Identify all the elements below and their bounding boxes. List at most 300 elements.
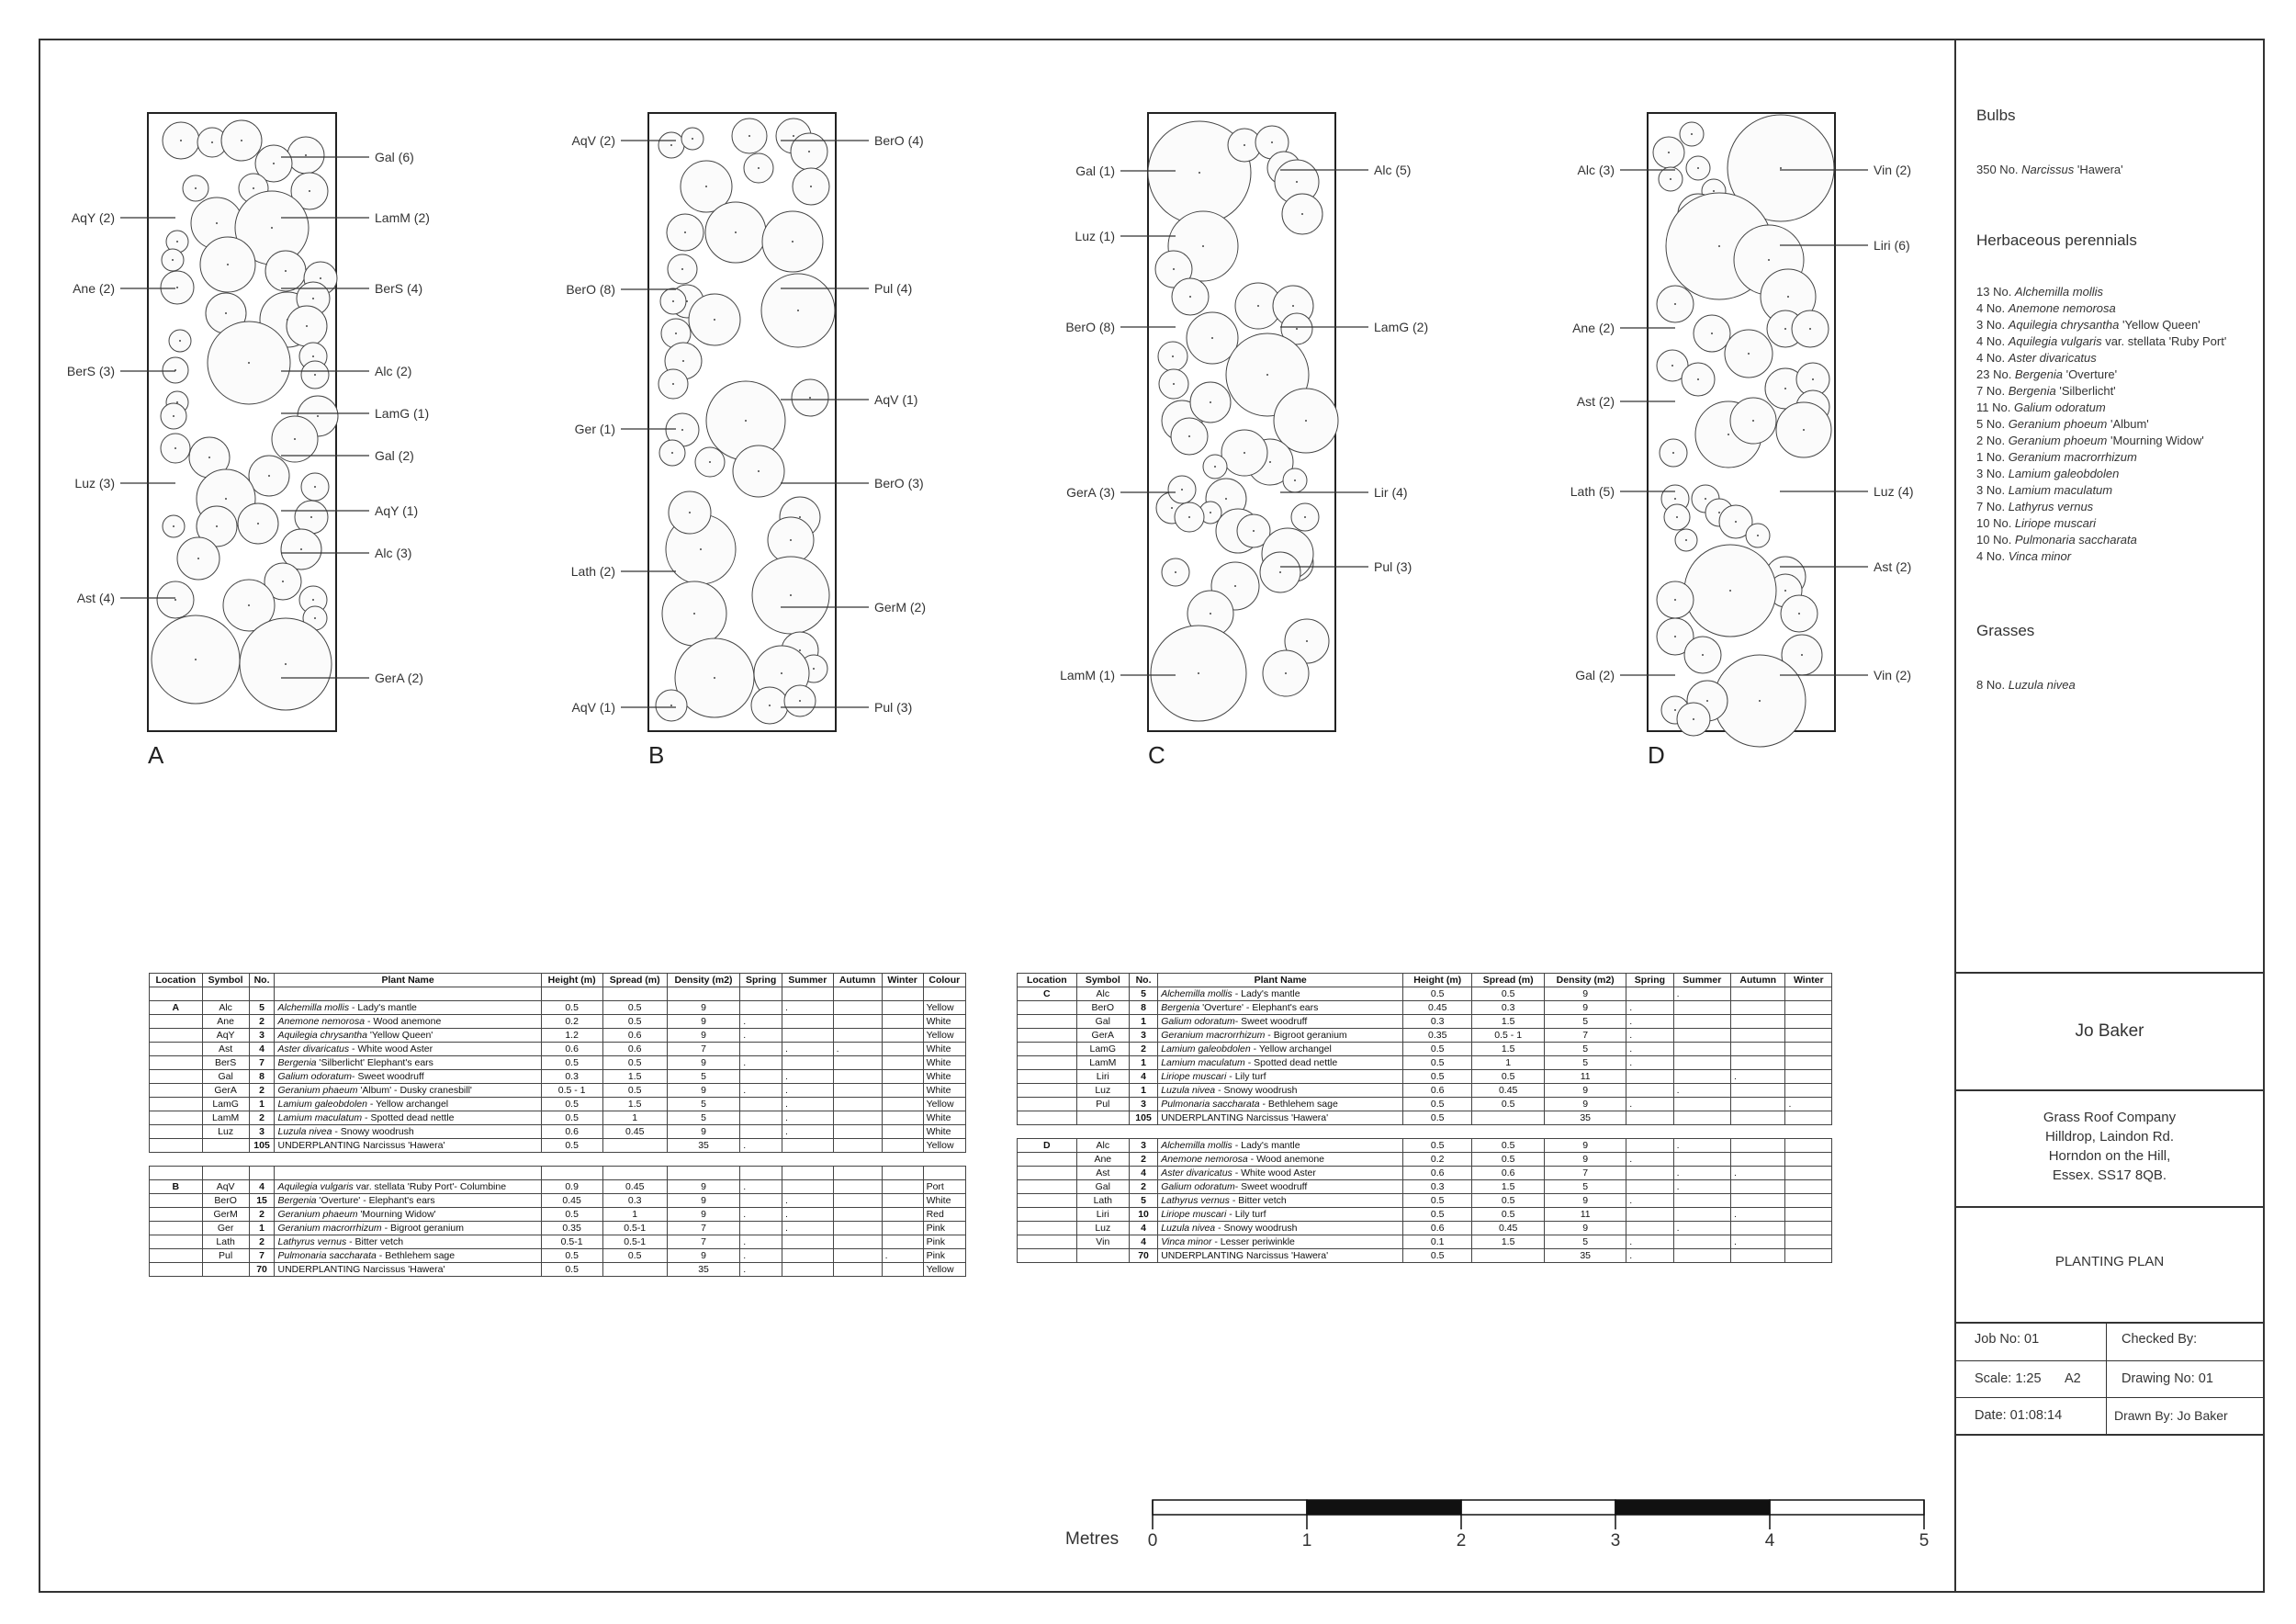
plant-centre-dot: [1292, 305, 1294, 307]
planting-list-item: 2 No. Geranium phoeum 'Mourning Widow': [1976, 434, 2204, 447]
density-cell: 35: [667, 1139, 740, 1153]
botanical-name: Geranium phoeum: [2008, 434, 2108, 447]
symbol-cell: LamG: [202, 1098, 249, 1111]
botanical-name: Lamium maculatum: [2008, 483, 2113, 497]
botanical-name: Narcissus: [2021, 163, 2075, 176]
column-header: Spring: [1626, 974, 1673, 987]
colour-cell: Red: [923, 1208, 965, 1222]
height-cell: 0.3: [1403, 1015, 1472, 1029]
plant-centre-dot: [1787, 296, 1789, 298]
location-cell: [1018, 1029, 1077, 1043]
density-cell: 9: [667, 1208, 740, 1222]
table-cell: [1673, 1125, 1730, 1139]
symbol-cell: LamM: [202, 1111, 249, 1125]
column-header: Plant Name: [275, 974, 541, 987]
symbol-cell: Gal: [1076, 1015, 1129, 1029]
table-cell: [782, 1167, 834, 1180]
winter-cell: [1785, 1070, 1832, 1084]
plant-centre-dot: [248, 362, 250, 364]
table-cell: [667, 987, 740, 1001]
plant-centre-dot: [1705, 498, 1706, 500]
height-cell: 0.2: [541, 1015, 602, 1029]
table-cell: [833, 1167, 882, 1180]
density-cell: 9: [1545, 1194, 1626, 1208]
location-cell: [1018, 1070, 1077, 1084]
quantity-cell: 4: [249, 1180, 275, 1194]
plant-schedule-ab: [149, 973, 966, 1277]
winter-cell: [882, 1194, 923, 1208]
plant-name-cell: Lamium galeobdolen - Yellow archangel: [275, 1098, 541, 1111]
plant-centre-dot: [670, 144, 672, 146]
location-cell: [1018, 1222, 1077, 1235]
spring-cell: [740, 1098, 782, 1111]
plant-label: GerA (3): [1066, 485, 1115, 500]
title-block-divider: [1954, 1206, 2265, 1208]
table-row: [1018, 1180, 1832, 1194]
winter-cell: .: [1785, 1098, 1832, 1111]
winter-cell: [882, 1056, 923, 1070]
table-row: [150, 1084, 966, 1098]
plant-centre-dot: [1803, 429, 1805, 431]
plant-centre-dot: [1269, 461, 1271, 463]
plant-centre-dot: [809, 397, 811, 399]
bulbs-heading: Bulbs: [1976, 107, 2016, 124]
title-block-divider: [1954, 1322, 2265, 1324]
plant-label: Pul (4): [874, 281, 913, 296]
plant-label: BerS (3): [66, 364, 115, 378]
botanical-name: Aquilegia chrysantha: [2008, 318, 2120, 332]
density-cell: 5: [667, 1070, 740, 1084]
plant-centre-dot: [253, 187, 254, 189]
plant-centre-dot: [1748, 353, 1750, 355]
spread-cell: 1.5: [602, 1098, 667, 1111]
symbol-cell: Liri: [1076, 1208, 1129, 1222]
botanical-name: Aquilegia vulgaris: [2008, 334, 2102, 348]
winter-cell: [882, 1098, 923, 1111]
botanical-name: Geranium macrorrhizum: [2008, 450, 2137, 464]
botanical-name: Bergenia: [2014, 367, 2063, 381]
symbol-cell: Pul: [1076, 1098, 1129, 1111]
spread-cell: 0.6: [602, 1043, 667, 1056]
plant-centre-dot: [1801, 654, 1803, 656]
plant-label: AqV (1): [571, 700, 615, 715]
location-cell: [1018, 1235, 1077, 1249]
plant-name-cell: Vinca minor - Lesser periwinkle: [1158, 1235, 1403, 1249]
plant-centre-dot: [176, 241, 178, 242]
location-cell: B: [150, 1180, 203, 1194]
spring-cell: .: [740, 1235, 782, 1249]
plant-centre-dot: [1674, 599, 1676, 601]
plant-label: Lath (5): [1570, 484, 1615, 499]
column-header: Spring: [740, 974, 782, 987]
plant-label: AqY (2): [71, 210, 115, 225]
autumn-cell: [1731, 987, 1785, 1001]
plant-label: Ast (4): [76, 591, 115, 605]
botanical-name: Aquilegia vulgaris: [277, 1181, 354, 1192]
density-cell: 9: [1545, 1222, 1626, 1235]
table-row: [1018, 1194, 1832, 1208]
checked-by: Checked By:: [2122, 1332, 2198, 1347]
plant-centre-dot: [1210, 401, 1211, 403]
location-cell: [1018, 1043, 1077, 1056]
autumn-cell: [833, 1056, 882, 1070]
plant-centre-dot: [684, 231, 686, 233]
spread-cell: 1.5: [1472, 1180, 1545, 1194]
plant-centre-dot: [172, 259, 174, 261]
height-cell: 0.5: [541, 1056, 602, 1070]
plant-centre-dot: [1685, 539, 1687, 541]
spring-cell: .: [1626, 1194, 1673, 1208]
density-cell: 9: [667, 1180, 740, 1194]
plant-centre-dot: [1674, 636, 1676, 637]
botanical-name: Alchemilla mollis: [1161, 1140, 1232, 1151]
spread-cell: 1: [1472, 1056, 1545, 1070]
plant-name-cell: Bergenia 'Silberlicht' Elephant's ears: [275, 1056, 541, 1070]
autumn-cell: .: [1731, 1208, 1785, 1222]
plant-centre-dot: [1752, 420, 1754, 422]
location-cell: [150, 1029, 203, 1043]
botanical-name: Vinca minor: [1161, 1236, 1212, 1247]
symbol-cell: [1076, 1249, 1129, 1263]
autumn-cell: .: [1731, 1167, 1785, 1180]
autumn-cell: [1731, 1249, 1785, 1263]
table-row: [1018, 1222, 1832, 1235]
height-cell: 0.6: [1403, 1222, 1472, 1235]
plant-label: LamM (2): [375, 210, 430, 225]
plant-name-cell: UNDERPLANTING Narcissus 'Hawera': [275, 1139, 541, 1153]
density-cell: 11: [1545, 1208, 1626, 1222]
winter-cell: [1785, 1249, 1832, 1263]
bed-letter: D: [1648, 741, 1665, 769]
spring-cell: .: [740, 1263, 782, 1277]
colour-cell: White: [923, 1043, 965, 1056]
plant-centre-dot: [1294, 479, 1296, 481]
plant-centre-dot: [1674, 303, 1676, 305]
quantity-cell: 1: [1129, 1015, 1157, 1029]
plant-centre-dot: [1718, 512, 1720, 513]
plant-centre-dot: [1718, 245, 1720, 247]
plant-label: Ast (2): [1874, 559, 1912, 574]
location-cell: [150, 1222, 203, 1235]
perennials-list: [1976, 284, 2226, 565]
plant-centre-dot: [675, 333, 677, 334]
symbol-cell: Alc: [202, 1001, 249, 1015]
plant-label: LamG (2): [1374, 320, 1429, 334]
table-row: [150, 1180, 966, 1194]
botanical-name: Alchemilla mollis: [2014, 285, 2103, 299]
plant-centre-dot: [1214, 466, 1216, 468]
density-cell: 7: [1545, 1167, 1626, 1180]
density-cell: 5: [667, 1111, 740, 1125]
table-cell: [249, 987, 275, 1001]
plant-name-cell: Bergenia 'Overture' - Elephant's ears: [1158, 1001, 1403, 1015]
plant-label: Vin (2): [1874, 163, 1911, 177]
spread-cell: 0.5: [1472, 1098, 1545, 1111]
plant-name-cell: Bergenia 'Overture' - Elephant's ears: [275, 1194, 541, 1208]
spring-cell: [1626, 1084, 1673, 1098]
botanical-name: Lamium galeobdolen: [277, 1099, 367, 1110]
symbol-cell: AqY: [202, 1029, 249, 1043]
height-cell: 0.6: [541, 1043, 602, 1056]
plant-centre-dot: [314, 374, 316, 376]
autumn-cell: [1731, 1015, 1785, 1029]
spring-cell: [740, 1125, 782, 1139]
plant-centre-dot: [1697, 378, 1699, 380]
symbol-cell: GerM: [202, 1208, 249, 1222]
density-cell: 7: [1545, 1029, 1626, 1043]
table-row: [1018, 1029, 1832, 1043]
location-cell: [1018, 1153, 1077, 1167]
plant-centre-dot: [197, 558, 199, 559]
grasses-heading: Grasses: [1976, 622, 2035, 639]
scale-bar: [1047, 1493, 1947, 1566]
density-cell: 9: [667, 1125, 740, 1139]
plant-centre-dot: [1735, 521, 1737, 523]
plant-centre-dot: [271, 227, 273, 229]
column-header: No.: [1129, 974, 1157, 987]
planting-list-item: 4 No. Aster divaricatus: [1976, 351, 2097, 365]
plant-centre-dot: [700, 548, 702, 550]
symbol-cell: Luz: [1076, 1084, 1129, 1098]
location-cell: [150, 1056, 203, 1070]
plant-centre-dot: [808, 151, 810, 152]
plant-centre-dot: [309, 190, 310, 192]
plant-centre-dot: [705, 186, 707, 187]
winter-cell: [1785, 1180, 1832, 1194]
column-header: Spread (m): [1472, 974, 1545, 987]
plant-centre-dot: [1266, 374, 1268, 376]
location-cell: [1018, 1194, 1077, 1208]
grasses-list: [1976, 677, 2076, 694]
height-cell: 0.3: [541, 1070, 602, 1084]
height-cell: 0.5: [541, 1139, 602, 1153]
bed-letter: B: [648, 741, 665, 769]
winter-cell: [1785, 1194, 1832, 1208]
plant-centre-dot: [748, 135, 750, 137]
colour-cell: Pink: [923, 1249, 965, 1263]
symbol-cell: Luz: [1076, 1222, 1129, 1235]
autumn-cell: [833, 1235, 882, 1249]
table-gap-row: [1018, 1125, 1832, 1139]
plant-centre-dot: [1171, 507, 1173, 509]
plant-centre-dot: [810, 186, 812, 187]
density-cell: 7: [667, 1043, 740, 1056]
autumn-cell: [833, 1029, 882, 1043]
plant-name-cell: Anemone nemorosa - Wood anemone: [275, 1015, 541, 1029]
quantity-cell: 3: [249, 1029, 275, 1043]
plant-centre-dot: [1181, 489, 1183, 491]
planting-list-item: 1 No. Geranium macrorrhizum: [1976, 450, 2137, 464]
table-row: [1018, 1111, 1832, 1125]
winter-cell: [882, 1029, 923, 1043]
plant-centre-dot: [735, 231, 737, 233]
autumn-cell: [833, 1084, 882, 1098]
table-cell: [740, 1153, 782, 1167]
height-cell: 0.5: [541, 1098, 602, 1111]
location-cell: [150, 1235, 203, 1249]
column-header: Spread (m): [602, 974, 667, 987]
plant-centre-dot: [1668, 152, 1670, 153]
autumn-cell: [1731, 1001, 1785, 1015]
spring-cell: .: [1626, 1015, 1673, 1029]
planting-list-item: 7 No. Lathyrus vernus: [1976, 500, 2094, 513]
table-cell: [1076, 1125, 1129, 1139]
spread-cell: [1472, 1111, 1545, 1125]
density-cell: 5: [1545, 1043, 1626, 1056]
table-cell: [202, 1167, 249, 1180]
symbol-cell: [202, 1263, 249, 1277]
drawing-date: Date: 01:08:14: [1975, 1408, 2063, 1423]
plant-centre-dot: [672, 300, 674, 302]
table-cell: [782, 1153, 834, 1167]
column-header: Autumn: [833, 974, 882, 987]
plant-centre-dot: [310, 516, 312, 518]
spring-cell: [1626, 1222, 1673, 1235]
density-cell: 5: [1545, 1015, 1626, 1029]
plant-centre-dot: [285, 270, 287, 272]
location-cell: [1018, 1098, 1077, 1111]
plant-centre-dot: [1173, 268, 1175, 270]
symbol-cell: LamM: [1076, 1056, 1129, 1070]
plant-centre-dot: [745, 420, 747, 422]
botanical-name: Lathyrus vernus: [1161, 1195, 1230, 1206]
spread-cell: 0.5: [602, 1015, 667, 1029]
plant-name-cell: UNDERPLANTING Narcissus 'Hawera': [1158, 1249, 1403, 1263]
height-cell: 0.6: [1403, 1084, 1472, 1098]
planting-bed-d: [1570, 113, 1914, 769]
plant-centre-dot: [174, 447, 176, 449]
title-block-divider: [1954, 972, 2265, 974]
table-row: [150, 1208, 966, 1222]
autumn-cell: [1731, 1139, 1785, 1153]
height-cell: 0.6: [541, 1125, 602, 1139]
scale-segment: [1461, 1500, 1615, 1515]
botanical-name: Alchemilla mollis: [277, 1002, 350, 1013]
plant-centre-dot: [1198, 672, 1199, 674]
table-row: [150, 1125, 966, 1139]
spring-cell: .: [740, 1056, 782, 1070]
table-gap-row: [150, 1153, 966, 1167]
colour-cell: Yellow: [923, 1139, 965, 1153]
summer-cell: .: [1673, 987, 1730, 1001]
autumn-cell: [833, 1098, 882, 1111]
quantity-cell: 1: [1129, 1084, 1157, 1098]
quantity-cell: 2: [1129, 1043, 1157, 1056]
winter-cell: [882, 1043, 923, 1056]
height-cell: 0.5: [541, 1111, 602, 1125]
symbol-cell: Luz: [202, 1125, 249, 1139]
plant-name-cell: Luzula nivea - Snowy woodrush: [1158, 1084, 1403, 1098]
density-cell: 9: [1545, 1084, 1626, 1098]
plant-centre-dot: [1768, 259, 1770, 261]
plant-centre-dot: [1296, 181, 1298, 183]
plant-centre-dot: [1279, 571, 1281, 573]
autumn-cell: [1731, 1180, 1785, 1194]
autumn-cell: [833, 1180, 882, 1194]
winter-cell: [1785, 1056, 1832, 1070]
plant-centre-dot: [681, 429, 683, 431]
spring-cell: [1626, 1180, 1673, 1194]
plant-label: Luz (4): [1874, 484, 1914, 499]
spring-cell: .: [740, 1249, 782, 1263]
plant-label: LamG (1): [375, 406, 430, 421]
spring-cell: [1626, 1167, 1673, 1180]
planting-bed-b: [566, 113, 926, 769]
plant-centre-dot: [314, 486, 316, 488]
plant-centre-dot: [790, 539, 792, 541]
summer-cell: .: [782, 1098, 834, 1111]
plant-centre-dot: [1671, 365, 1673, 367]
table-row: [150, 1098, 966, 1111]
table-cell: [275, 987, 541, 1001]
plant-centre-dot: [312, 355, 314, 357]
spread-cell: 0.45: [1472, 1222, 1545, 1235]
table-row: [1018, 1070, 1832, 1084]
scale-tick-label: 1: [1301, 1531, 1312, 1551]
quantity-cell: 3: [249, 1125, 275, 1139]
company-address: [1954, 1108, 2265, 1185]
density-cell: 7: [667, 1235, 740, 1249]
location-cell: [150, 1194, 203, 1208]
column-header: Autumn: [1731, 974, 1785, 987]
plant-centre-dot: [781, 672, 782, 674]
location-cell: [150, 1139, 203, 1153]
autumn-cell: [1731, 1056, 1785, 1070]
plant-name-cell: Geranium macrorrhizum - Bigroot geranium: [1158, 1029, 1403, 1043]
column-header: Height (m): [1403, 974, 1472, 987]
summer-cell: .: [782, 1125, 834, 1139]
spread-cell: 0.5: [1472, 1070, 1545, 1084]
column-header: Symbol: [1076, 974, 1129, 987]
symbol-cell: Ast: [202, 1043, 249, 1056]
plant-centre-dot: [176, 287, 178, 288]
location-cell: [150, 1125, 203, 1139]
colour-cell: Yellow: [923, 1263, 965, 1277]
botanical-name: Liriope muscari: [2014, 516, 2097, 530]
column-header: Plant Name: [1158, 974, 1403, 987]
plant-centre-dot: [813, 668, 815, 670]
plant-centre-dot: [1210, 613, 1211, 615]
planting-list-item: 8 No. Luzula nivea: [1976, 678, 2076, 692]
colour-cell: Pink: [923, 1235, 965, 1249]
plant-centre-dot: [180, 140, 182, 141]
botanical-name: Lamium maculatum: [1161, 1057, 1245, 1068]
summer-cell: [1673, 1029, 1730, 1043]
scale-unit-label: Metres: [1065, 1529, 1120, 1549]
spread-cell: 0.5: [1472, 1194, 1545, 1208]
plant-name-cell: Alchemilla mollis - Lady's mantle: [275, 1001, 541, 1015]
plant-name-cell: Geranium phaeum 'Album' - Dusky cranesbill': [275, 1084, 541, 1098]
table-cell: [249, 1153, 275, 1167]
plant-centre-dot: [1210, 512, 1211, 513]
winter-cell: [1785, 1111, 1832, 1125]
plant-label: Lir (4): [1374, 485, 1408, 500]
table-cell: [833, 987, 882, 1001]
density-cell: 9: [1545, 987, 1626, 1001]
winter-cell: [882, 1208, 923, 1222]
table-row: [150, 1043, 966, 1056]
table-cell: [1785, 1125, 1832, 1139]
plant-centre-dot: [257, 523, 259, 524]
plant-centre-dot: [282, 581, 284, 582]
plant-centre-dot: [1188, 435, 1190, 437]
drawing-number: Drawing No: 01: [2122, 1371, 2213, 1386]
table-cell: [882, 1167, 923, 1180]
winter-cell: [1785, 987, 1832, 1001]
plant-name-cell: Lathyrus vernus - Bitter vetch: [275, 1235, 541, 1249]
autumn-cell: [1731, 1043, 1785, 1056]
plant-centre-dot: [305, 154, 307, 156]
